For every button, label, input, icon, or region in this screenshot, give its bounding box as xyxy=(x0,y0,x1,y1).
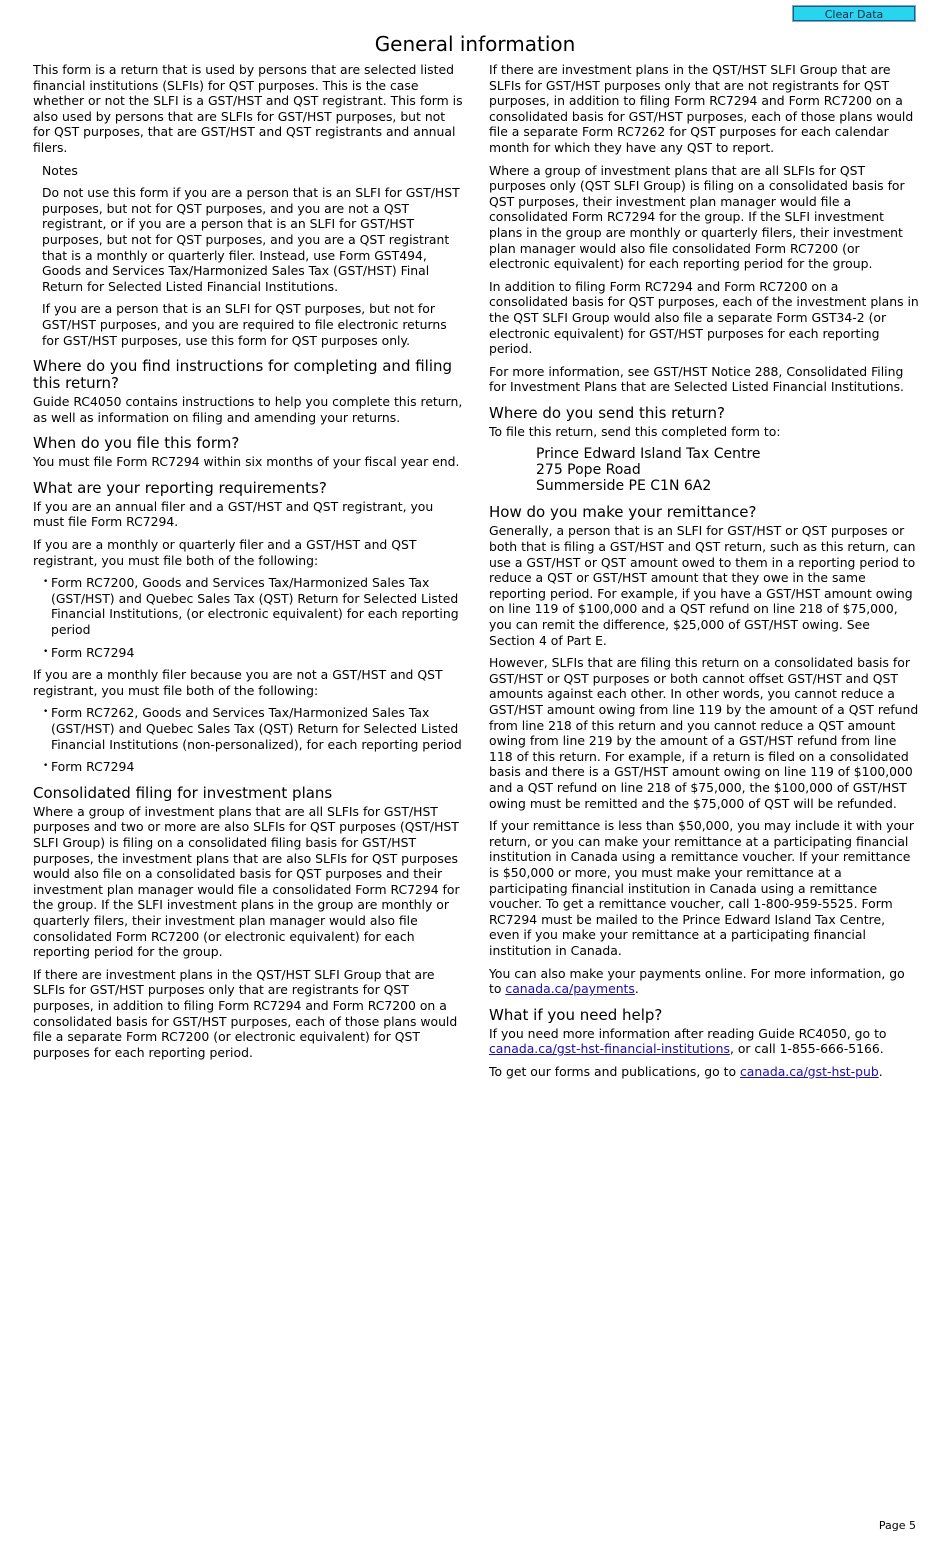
paragraph-remittance-2: However, SLFIs that are filing this return on a consolidated basis for GST/HST or QST purposes or both cannot offset GST/HST and QST amounts against each other. In other words, you cannot reduce a GST/HST amount owing from line 119 by the amount of a QST refund from line 218 of this return and you cannot reduce a QST amount owing from line 219 by the amount of a GST/HST refund from line 118 of this return. For example, if a return is filed on a consolidated basis and there is a GST/HST amount owing on line 119 of $100,000 and a QST refund on line 218 of $75,000, the $100,000 of GST/HST owing must be remitted and the $75,000 of QST will be refunded. xyxy=(489,655,919,811)
heading-instructions: Where do you find instructions for completing and filing this return? xyxy=(33,357,453,393)
text: To get our forms and publications, go to xyxy=(489,1063,740,1079)
payments-link[interactable]: canada.ca/payments xyxy=(505,981,635,997)
paragraph-req-3: If you are a monthly filer because you are not a GST/HST and QST registrant, you must file both of the following: xyxy=(33,667,443,698)
paragraph-remittance-3: If your remittance is less than $50,000, you may include it with your return, or you can make your remittance at a participating financial institution in Canada using a remittance voucher. If your remittance is $50,000 or more, you must make your remittance at a participating financial institution in Canada using a remittance voucher. To get a remittance voucher, call 1-800-959-5525. Form RC7294 must be mailed to the Prince Edward Island Tax Centre, even if you make your remittance at a participating financial institution in Canada. xyxy=(489,818,915,958)
note-1: Do not use this form if you are a person that is an SLFI for GST/HST purposes, but not for QST purposes, and you are not a QST registrant, or if you are a person that is an SLFI for GST/HST purposes, but not for QST purposes, and you are a QST registrant that is a monthly or quarterly filer. Instead, use Form GST494, Goods and Services Tax/Harmonized Sales Tax (GST/HST) Final Return for Selected Listed Financial Institutions. xyxy=(42,185,460,294)
list-item: • Form RC7294 xyxy=(43,759,463,775)
heading-consolidated-filing: Consolidated filing for investment plans xyxy=(33,783,333,802)
heading-when-to-file: When do you file this form? xyxy=(33,434,240,453)
paragraph-where-to-send: To file this return, send this completed form to: xyxy=(489,423,781,439)
paragraph-consolidated-5: In addition to filing Form RC7294 and Form RC7200 on a consolidated basis for QST purposes, each of the investment plans in the QST SLFI Group would also file a separate Form GST34-2 (or electronic equivalent) for GST/HST purposes for each reporting period. xyxy=(489,278,919,357)
list-monthly-quarterly xyxy=(33,575,463,660)
notes-block xyxy=(42,163,463,349)
address-line: Summerside PE C1N 6A2 xyxy=(536,478,712,495)
paragraph-req-2: If you are a monthly or quarterly filer and a GST/HST and QST registrant, you must file both of the following: xyxy=(33,537,417,568)
heading-help: What if you need help? xyxy=(489,1005,663,1024)
paragraph-req-1: If you are an annual filer and a GST/HST and QST registrant, you must file Form RC7294. xyxy=(33,498,434,530)
paragraph-remittance-1: Generally, a person that is an SLFI for GST/HST or QST purposes or both that is filing a GST/HST and QST return, such as this return, can use a GST/HST or QST amount owed to them in a reporting period to reduce a QST or GST/HST amount that they owe in the same reporting period. For example, if you have a GST/HST amount owing on line 119 of $100,000 and a QST refund on line 218 of $75,000, you can remit the difference, $25,000 of GST/HST owing. See Section 4 of Part E. xyxy=(489,523,916,648)
text: If you need more information after reading Guide RC4050, go to xyxy=(489,1025,887,1041)
address-line: 275 Pope Road xyxy=(536,462,641,479)
paragraph-when-to-file: You must file Form RC7294 within six months of your fiscal year end. xyxy=(33,454,460,470)
heading-where-to-send: Where do you send this return? xyxy=(489,403,726,422)
paragraph-notice-288: For more information, see GST/HST Notice 288, Consolidated Filing for Investment Plans that are Selected Listed Financial Institutions. xyxy=(489,363,904,395)
page-title: General information xyxy=(374,32,576,56)
clear-data-button[interactable]: Clear Data xyxy=(793,6,915,21)
heading-remittance: How do you make your remittance? xyxy=(489,503,757,522)
paragraph-consolidated-1: Where a group of investment plans that are all SLFIs for GST/HST purposes and two or more are also SLFIs for QST purposes (QST/HST SLFI Group) is filing on a consolidated filing basis for GST/HST purposes, the investment plans that are also SLFIs for QST purposes would also file on a consolidated basis for QST purposes and their investment plan manager would file a consolidated Form RC7294 for the group. If the SLFI investment plans in the group are monthly or quarterly filers, their investment plan manager would also file consolidated Form RC7200 (or electronic equivalent) for each reporting period for the group. xyxy=(33,803,460,960)
paragraph-consolidated-2: If there are investment plans in the QST/HST SLFI Group that are SLFIs for GST/HST purposes only that are registrants for QST purposes, in addition to filing Form RC7294 and Form RC7200 on a consolidated basis for GST/HST purposes, each of those plans would file a separate Form RC7200 (or electronic equivalent) for QST purposes for each reporting period. xyxy=(33,966,458,1060)
text: . xyxy=(634,981,639,997)
list-item: • Form RC7200, Goods and Services Tax/Harmonized Sales Tax (GST/HST) and Quebec Sales Tax (QST) Return for Selected Listed Financial Institutions, (or electronic equivalent) for each reporting period xyxy=(43,575,463,637)
paragraph-instructions: Guide RC4050 contains instructions to help you complete this return, as well as information on filing and amending your returns. xyxy=(33,394,463,425)
intro-paragraph: This form is a return that is used by persons that are selected listed financial institutions (SLFIs) for QST purposes. This is the case whether or not the SLFI is a GST/HST and QST registrant. This form is also used by persons that are SLFIs for GST/HST purposes, but not for QST purposes, that are GST/HST and QST registrants and annual filers. xyxy=(33,62,463,155)
paragraph-help-1 xyxy=(489,1026,919,1057)
list-monthly-non-registrant xyxy=(33,705,463,774)
page-number: Page 5 xyxy=(878,1519,916,1532)
publications-link[interactable]: canada.ca/gst-hst-pub xyxy=(739,1063,879,1079)
paragraph-consolidated-4: Where a group of investment plans that are all SLFIs for QST purposes only (QST SLFI Group) is filing on a consolidated basis for QST purposes, their investment plan manager would file a consolidated Form RC7294 for the group. If the SLFI investment plans in the group are monthly or quarterly filers, their investment plan manager would also file consolidated Form RC7200 (or electronic equivalent) for each reporting period for the group. xyxy=(489,162,905,272)
financial-institutions-link[interactable]: canada.ca/gst-hst-financial-institutions xyxy=(489,1041,730,1057)
right-column xyxy=(489,62,919,1086)
text: , or call 1-855-666-5166. xyxy=(729,1041,884,1057)
address-line: Prince Edward Island Tax Centre xyxy=(536,446,761,463)
list-item: • Form RC7294 xyxy=(43,645,463,661)
heading-reporting-requirements: What are your reporting requirements? xyxy=(33,478,327,497)
text: . xyxy=(878,1063,883,1079)
list-item: • Form RC7262, Goods and Services Tax/Harmonized Sales Tax (GST/HST) and Quebec Sales Tax (QST) Return for Selected Listed Financial Institutions (non-personalized), for each reporting period xyxy=(43,705,463,752)
notes-title: Notes xyxy=(42,162,78,178)
text: You can also make your payments online. For more information, go to xyxy=(489,965,905,997)
paragraph-consolidated-3: If there are investment plans in the QST/HST SLFI Group that are SLFIs for GST/HST purposes only that are not registrants for QST purposes, in addition to filing Form RC7294 and Form RC7200 on a consolidated basis for GST/HST purposes, each of those plans would file a separate Form RC7262 for QST purposes for each calendar month for which they have any QST to report. xyxy=(489,62,914,155)
left-column xyxy=(33,62,463,1067)
paragraph-help-2 xyxy=(489,1064,919,1080)
note-2: If you are a person that is an SLFI for QST purposes, but not for GST/HST purposes, and you are required to file electronic returns for GST/HST purposes, use this form for QST purposes only. xyxy=(42,301,447,348)
mailing-address xyxy=(536,446,919,494)
paragraph-remittance-4 xyxy=(489,966,919,997)
